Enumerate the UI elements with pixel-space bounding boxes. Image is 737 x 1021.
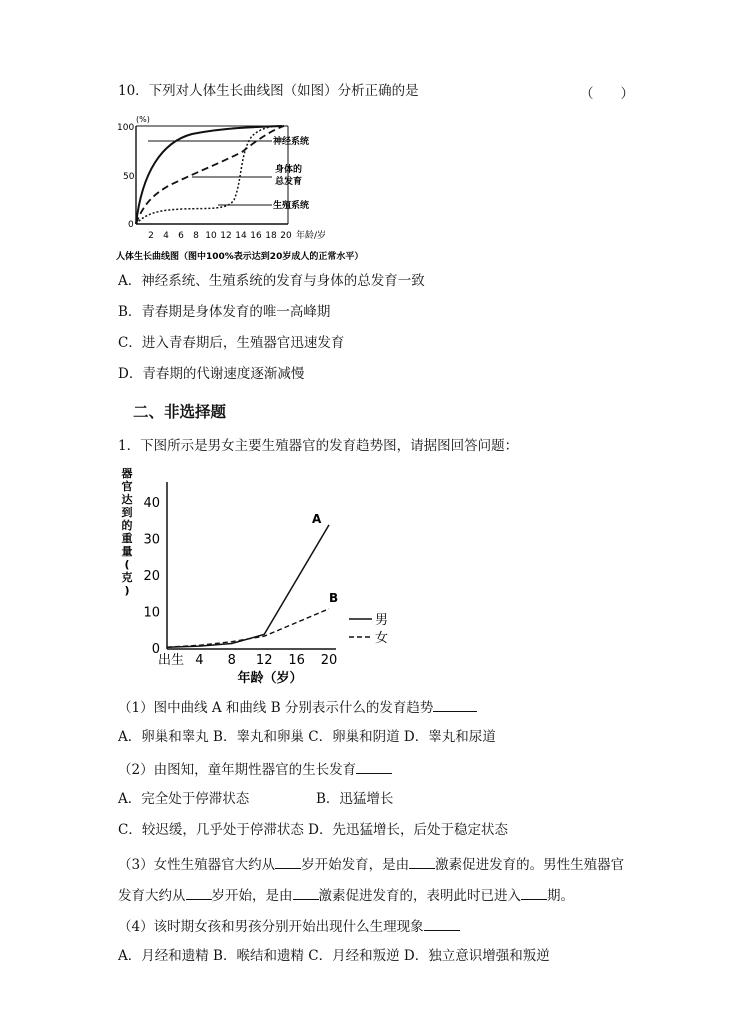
growth-curve-chart — [112, 112, 372, 264]
chart2-xtick: 8 — [227, 653, 236, 668]
chart2-ylabel-char: 量 — [121, 545, 133, 558]
chart2-ylabel-char: ( — [124, 558, 130, 571]
chart1-label-repro: 生殖系统 — [273, 201, 310, 211]
q1-sub2-option-a: A．完全处于停滞状态 — [118, 791, 250, 807]
chart2-xtick: 出生 — [157, 653, 185, 668]
organ-development-chart — [118, 466, 408, 688]
chart1-xtick: 10 — [205, 231, 217, 241]
q10-option-a: A．神经系统、生殖系统的发育与身体的总发育一致 — [118, 273, 425, 289]
chart2-line-male — [167, 525, 329, 647]
chart2-ytick: 20 — [143, 569, 160, 584]
chart2-xtick: 4 — [195, 653, 204, 668]
chart1-label-nervous: 神经系统 — [273, 137, 310, 147]
chart2-ylabel-char: 的 — [121, 519, 133, 532]
answer-blank[interactable] — [186, 885, 212, 900]
chart2-ylabel-char: 官 — [121, 480, 133, 493]
answer-blank[interactable] — [356, 759, 392, 774]
chart1-ytick-100: 100 — [117, 123, 135, 133]
answer-blank[interactable] — [424, 916, 460, 931]
q1-sub2-option-cd: C．较迟缓，几乎处于停滞状态 D．先迅猛增长，后处于稳定状态 — [118, 822, 508, 838]
chart2-xtick: 16 — [288, 653, 305, 668]
chart2-legend-female: 女 — [375, 631, 389, 646]
chart2-label-b: B — [329, 591, 339, 605]
q1-sub3-text: 岁开始发育，是由 — [301, 857, 410, 873]
q1-sub3-text: 期。 — [547, 888, 574, 904]
chart2-line-female — [167, 609, 329, 647]
q1-sub1 — [118, 697, 477, 717]
chart2-ylabel-char: 达 — [121, 493, 133, 506]
chart1-xtick: 4 — [163, 231, 169, 241]
q1-sub2-text: （2）由图知，童年期性器官的生长发育 — [118, 762, 357, 778]
chart1-xtick: 14 — [235, 231, 247, 241]
chart2-xtick: 12 — [255, 653, 273, 668]
q10-option-c: C．进入青春期后，生殖器官迅速发育 — [118, 335, 345, 351]
chart1-ylabel: (%) — [136, 115, 150, 124]
q10-option-b: B．青春期是身体发育的唯一高峰期 — [118, 304, 331, 320]
chart1-ytick-50: 50 — [123, 172, 135, 182]
chart2-ylabel-char: 克 — [121, 571, 133, 584]
chart2-ylabel-char: 到 — [121, 506, 133, 519]
chart2-ytick: 0 — [151, 642, 160, 657]
q1-sub3-line2 — [118, 885, 574, 905]
q1-sub2-option-b: B．迅猛增长 — [316, 791, 394, 807]
chart2-ytick: 30 — [143, 532, 160, 548]
chart1-xtick: 16 — [250, 231, 262, 241]
q1-sub3-text: 激素促进发育的，表明此时已进入 — [318, 888, 521, 904]
q1-sub4 — [118, 916, 460, 936]
q1-sub2 — [118, 759, 392, 779]
chart1-xtick: 20 — [280, 231, 292, 241]
chart2-xticks — [158, 652, 337, 668]
question-10-title: 10．下列对人体生长曲线图（如图）分析正确的是 — [118, 83, 419, 99]
chart1-xtick: 6 — [178, 231, 184, 241]
chart1-xtick: 18 — [265, 231, 277, 241]
chart1-label-body-1: 身体的 — [275, 165, 303, 175]
chart1-xticks — [148, 231, 292, 241]
chart1-label-body-2: 总发育 — [275, 177, 303, 187]
chart2-ylabel-char: 重 — [121, 532, 133, 545]
q1-sub4-text: （4）该时期女孩和男孩分别开始出现什么生理现象 — [118, 919, 424, 935]
q1-sub3-text: 岁开始，是由 — [211, 888, 293, 904]
answer-blank[interactable] — [521, 885, 547, 900]
question-1-title: 1．下图所示是男女主要生殖器官的发育趋势图，请据图回答问题： — [118, 438, 519, 454]
q10-option-d: D．青春期的代谢速度逐渐减慢 — [118, 366, 305, 382]
chart2-legend-male: 男 — [375, 613, 389, 628]
answer-blank[interactable] — [433, 697, 477, 712]
chart1-ytick-0: 0 — [128, 220, 134, 230]
q1-sub3-text: 激素促进发育的。男性生殖器官 — [435, 857, 625, 873]
chart2-xtick: 20 — [320, 653, 338, 668]
chart2-ylabel-char: 器 — [121, 467, 133, 480]
answer-blank[interactable] — [293, 885, 319, 900]
answer-blank[interactable] — [275, 854, 301, 869]
answer-blank[interactable] — [409, 854, 435, 869]
chart1-xtick: 12 — [220, 231, 232, 241]
chart1-xtick: 8 — [193, 231, 199, 241]
q1-sub3-text: （3）女性生殖器官大约从 — [118, 857, 276, 873]
q1-sub1-options: A．卵巢和睾丸 B．睾丸和卵巢 C．卵巢和阴道 D．睾丸和尿道 — [118, 729, 496, 745]
chart2-xlabel: 年龄（岁） — [237, 671, 303, 686]
chart1-caption: 人体生长曲线图（图中100%表示达到20岁成人的正常水平） — [116, 252, 364, 262]
chart2-ytick: 40 — [143, 496, 160, 511]
section-heading: 二、非选择题 — [133, 403, 227, 421]
chart1-xtick: 2 — [148, 231, 154, 241]
chart2-label-a: A — [312, 512, 322, 526]
chart2-ylabel-char: ) — [124, 584, 130, 597]
chart2-yticks — [143, 496, 160, 657]
chart2-ylabel — [121, 466, 133, 597]
q1-sub1-text: （1）图中曲线 A 和曲线 B 分别表示什么的发育趋势 — [118, 700, 434, 716]
chart1-xlabel: 年龄/岁 — [296, 231, 327, 241]
q1-sub3-line1 — [118, 854, 624, 874]
q1-sub4-options: A．月经和遗精 B．喉结和遗精 C．月经和叛逆 D．独立意识增强和叛逆 — [118, 948, 550, 964]
answer-parentheses: （ ） — [580, 86, 634, 102]
q1-sub3-text: 发育大约从 — [118, 888, 186, 904]
chart2-ytick: 10 — [143, 605, 160, 621]
